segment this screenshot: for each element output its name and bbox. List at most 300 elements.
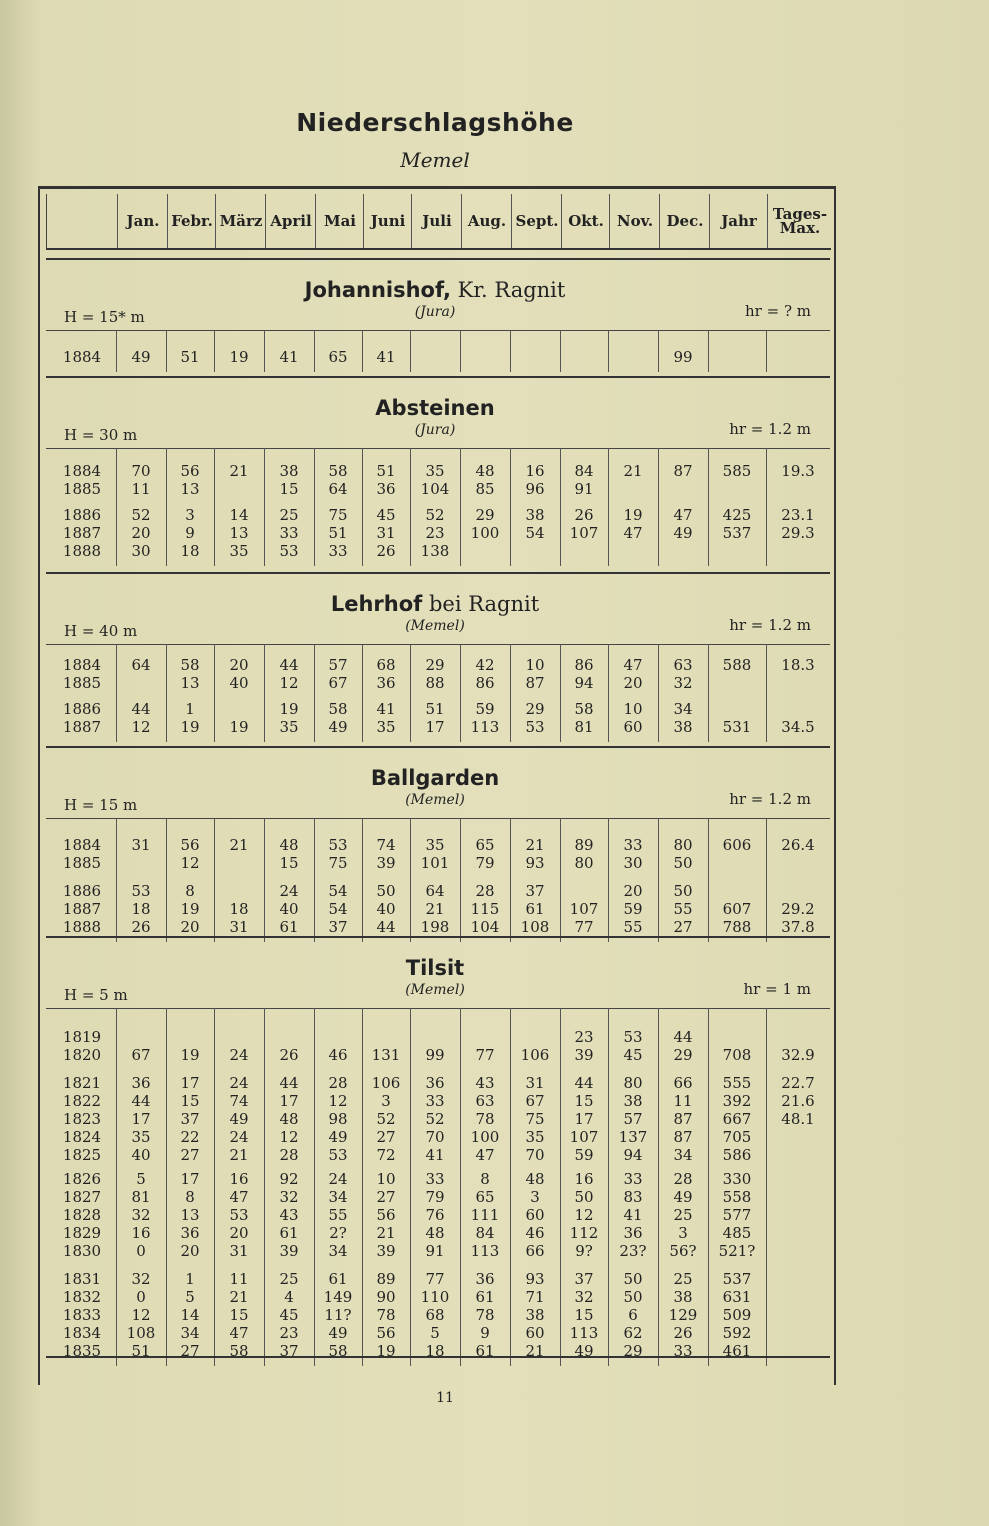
- column-header: Febr.: [167, 194, 216, 248]
- table-cell: 3: [381, 1092, 391, 1110]
- table-cell: 31: [229, 1242, 249, 1260]
- table-cell: 24: [229, 1046, 249, 1064]
- section-rule: [46, 448, 830, 449]
- table-cell: 30: [131, 542, 151, 560]
- column-separator: [708, 330, 709, 372]
- table-cell: 29: [425, 656, 445, 674]
- table-cell: 18: [425, 1342, 445, 1360]
- table-cell: 100: [470, 524, 500, 542]
- table-cell: 28: [328, 1074, 348, 1092]
- section-name-bold: Tilsit: [405, 956, 465, 980]
- table-cell: 59: [623, 900, 643, 918]
- table-cell: 137: [618, 1128, 648, 1146]
- table-cell: 33: [623, 1170, 643, 1188]
- table-cell: 17: [131, 1110, 151, 1128]
- row-year: 1829: [62, 1224, 102, 1242]
- row-year: 1886: [62, 700, 102, 718]
- table-cell: 106: [371, 1074, 401, 1092]
- table-cell: 56?: [669, 1242, 697, 1260]
- table-cell: 10: [525, 656, 545, 674]
- table-cell: 79: [425, 1188, 445, 1206]
- table-cell: 66: [673, 1074, 693, 1092]
- table-cell: 47: [475, 1146, 495, 1164]
- table-cell: 38: [525, 1306, 545, 1324]
- table-cell: 80: [574, 854, 594, 872]
- rain-gauge-height: hr = 1.2 m: [729, 790, 811, 808]
- table-cell: 43: [475, 1074, 495, 1092]
- table-cell: 8: [480, 1170, 490, 1188]
- table-cell: 67: [131, 1046, 151, 1064]
- table-cell: 65: [475, 1188, 495, 1206]
- table-cell: 15: [279, 854, 299, 872]
- table-cell: 92: [279, 1170, 299, 1188]
- row-year: 1884: [62, 462, 102, 480]
- table-cell: 77: [425, 1270, 445, 1288]
- row-year: 1886: [62, 882, 102, 900]
- table-cell: 50: [574, 1188, 594, 1206]
- row-year: 1823: [62, 1110, 102, 1128]
- table-cell: 9: [480, 1324, 490, 1342]
- table-cell: 13: [180, 1206, 200, 1224]
- table-cell: 59: [475, 700, 495, 718]
- table-cell: 21: [525, 836, 545, 854]
- table-cell: 61: [279, 1224, 299, 1242]
- table-cell: 49: [328, 718, 348, 736]
- table-cell: 667: [722, 1110, 752, 1128]
- table-cell: 38: [673, 1288, 693, 1306]
- table-cell: 58: [229, 1342, 249, 1360]
- table-cell: 330: [722, 1170, 752, 1188]
- section-name-bold: Ballgarden: [370, 766, 500, 790]
- table-cell: 113: [470, 1242, 500, 1260]
- table-cell: 592: [722, 1324, 752, 1342]
- table-cell: 44: [279, 656, 299, 674]
- table-cell: 36: [475, 1270, 495, 1288]
- table-cell: 45: [623, 1046, 643, 1064]
- table-cell: 56: [376, 1324, 396, 1342]
- table-cell: 33: [623, 836, 643, 854]
- table-cell: 37.8: [781, 918, 815, 936]
- table-cell: 47: [229, 1324, 249, 1342]
- table-cell: 509: [722, 1306, 752, 1324]
- table-cell: 49: [328, 1324, 348, 1342]
- table-cell: 65: [328, 348, 348, 366]
- table-cell: 23: [425, 524, 445, 542]
- table-cell: 42: [475, 656, 495, 674]
- table-cell: 15: [180, 1092, 200, 1110]
- table-cell: 10: [623, 700, 643, 718]
- table-cell: 59: [574, 1146, 594, 1164]
- table-cell: 36: [376, 480, 396, 498]
- row-year: 1887: [62, 524, 102, 542]
- table-cell: 113: [569, 1324, 599, 1342]
- section-name-rest: bei Ragnit: [422, 592, 540, 616]
- table-cell: 48: [425, 1224, 445, 1242]
- table-cell: 65: [475, 836, 495, 854]
- table-cell: 44: [131, 1092, 151, 1110]
- station-height: H = 40 m: [64, 622, 138, 640]
- table-cell: 25: [673, 1206, 693, 1224]
- table-cell: 29: [623, 1342, 643, 1360]
- table-cell: 78: [475, 1306, 495, 1324]
- table-cell: 108: [126, 1324, 156, 1342]
- table-cell: 54: [328, 882, 348, 900]
- table-cell: 64: [425, 882, 445, 900]
- table-cell: 12: [328, 1092, 348, 1110]
- table-cell: 75: [328, 854, 348, 872]
- table-cell: 35: [525, 1128, 545, 1146]
- table-cell: 558: [722, 1188, 752, 1206]
- column-separator: [410, 330, 411, 372]
- table-cell: 6: [628, 1306, 638, 1324]
- table-cell: 26: [131, 918, 151, 936]
- table-cell: 51: [425, 700, 445, 718]
- table-cell: 26.4: [781, 836, 815, 854]
- row-year: 1819: [62, 1028, 102, 1046]
- table-cell: 39: [376, 1242, 396, 1260]
- table-cell: 21: [229, 1146, 249, 1164]
- table-cell: 19: [376, 1342, 396, 1360]
- rain-gauge-height: hr = 1.2 m: [729, 420, 811, 438]
- table-cell: 28: [279, 1146, 299, 1164]
- table-cell: 38: [525, 506, 545, 524]
- table-cell: 21: [425, 900, 445, 918]
- section-name-bold: Johannishof,: [304, 278, 451, 302]
- column-header: März: [215, 194, 266, 248]
- table-cell: 22: [180, 1128, 200, 1146]
- table-cell: 83: [623, 1188, 643, 1206]
- table-cell: 27: [180, 1342, 200, 1360]
- table-cell: 17: [279, 1092, 299, 1110]
- table-cell: 3: [185, 506, 195, 524]
- table-cell: 631: [722, 1288, 752, 1306]
- table-cell: 100: [470, 1128, 500, 1146]
- row-year: 1825: [62, 1146, 102, 1164]
- table-cell: 55: [328, 1206, 348, 1224]
- table-cell: 66: [525, 1242, 545, 1260]
- table-cell: 20: [180, 1242, 200, 1260]
- table-cell: 70: [425, 1128, 445, 1146]
- row-year: 1887: [62, 718, 102, 736]
- table-cell: 0: [136, 1242, 146, 1260]
- table-cell: 129: [668, 1306, 698, 1324]
- table-cell: 54: [525, 524, 545, 542]
- table-cell: 88: [425, 674, 445, 692]
- table-cell: 60: [623, 718, 643, 736]
- table-cell: 78: [475, 1110, 495, 1128]
- table-cell: 53: [525, 718, 545, 736]
- section-subtitle: (Memel): [405, 982, 465, 998]
- table-cell: 16: [131, 1224, 151, 1242]
- table-cell: 20: [180, 918, 200, 936]
- table-cell: 31: [131, 836, 151, 854]
- table-cell: 25: [279, 506, 299, 524]
- table-cell: 20: [623, 674, 643, 692]
- table-cell: 23?: [619, 1242, 647, 1260]
- column-header: Jahr: [709, 194, 768, 248]
- table-cell: 35: [376, 718, 396, 736]
- section-name-bold: Lehrhof: [330, 592, 423, 616]
- column-separator: [560, 330, 561, 372]
- table-cell: 47: [623, 656, 643, 674]
- table-cell: 106: [520, 1046, 550, 1064]
- table-cell: 29: [525, 700, 545, 718]
- row-year: 1885: [62, 674, 102, 692]
- table-cell: 49: [229, 1110, 249, 1128]
- table-cell: 37: [525, 882, 545, 900]
- table-cell: 49: [328, 1128, 348, 1146]
- table-cell: 72: [376, 1146, 396, 1164]
- table-cell: 38: [279, 462, 299, 480]
- station-height: H = 15* m: [64, 308, 145, 326]
- table-cell: 149: [323, 1288, 353, 1306]
- table-cell: 62: [623, 1324, 643, 1342]
- table-cell: 32: [574, 1288, 594, 1306]
- section-subtitle: (Jura): [414, 422, 456, 438]
- table-cell: 94: [574, 674, 594, 692]
- row-year: 1888: [62, 542, 102, 560]
- table-cell: 8: [185, 882, 195, 900]
- section-divider: [46, 258, 830, 260]
- table-cell: 48: [525, 1170, 545, 1188]
- table-cell: 38: [623, 1092, 643, 1110]
- table-cell: 30: [623, 854, 643, 872]
- table-cell: 40: [229, 674, 249, 692]
- table-cell: 585: [722, 462, 752, 480]
- section-subtitle: (Memel): [405, 618, 465, 634]
- table-cell: 24: [229, 1074, 249, 1092]
- table-cell: 35: [279, 718, 299, 736]
- table-cell: 20: [229, 1224, 249, 1242]
- table-cell: 96: [525, 480, 545, 498]
- column-header: Dec.: [659, 194, 710, 248]
- table-cell: 25: [673, 1270, 693, 1288]
- table-cell: 47: [229, 1188, 249, 1206]
- table-cell: 48: [279, 1110, 299, 1128]
- table-cell: 11: [131, 480, 151, 498]
- table-cell: 36: [180, 1224, 200, 1242]
- table-cell: 53: [229, 1206, 249, 1224]
- page-subtitle: Memel: [400, 148, 470, 172]
- row-year: 1828: [62, 1206, 102, 1224]
- row-year: 1822: [62, 1092, 102, 1110]
- table-cell: 98: [328, 1110, 348, 1128]
- table-cell: 40: [131, 1146, 151, 1164]
- table-cell: 67: [525, 1092, 545, 1110]
- table-cell: 131: [371, 1046, 401, 1064]
- table-cell: 39: [376, 854, 396, 872]
- section-title: [0, 956, 870, 980]
- table-cell: 53: [131, 882, 151, 900]
- table-cell: 52: [131, 506, 151, 524]
- table-cell: 112: [569, 1224, 599, 1242]
- table-cell: 111: [470, 1206, 500, 1224]
- table-cell: 4: [284, 1288, 294, 1306]
- table-header: [46, 194, 831, 250]
- table-cell: 1: [185, 1270, 195, 1288]
- table-cell: 56: [180, 462, 200, 480]
- table-cell: 113: [470, 718, 500, 736]
- table-cell: 26: [673, 1324, 693, 1342]
- table-cell: 27: [376, 1128, 396, 1146]
- table-cell: 19: [180, 900, 200, 918]
- table-cell: 33: [673, 1342, 693, 1360]
- table-cell: 29.3: [781, 524, 815, 542]
- table-cell: 19: [279, 700, 299, 718]
- table-cell: 15: [574, 1092, 594, 1110]
- table-cell: 56: [180, 836, 200, 854]
- column-separator: [608, 330, 609, 372]
- table-cell: 21: [376, 1224, 396, 1242]
- row-year: 1884: [62, 656, 102, 674]
- table-cell: 86: [475, 674, 495, 692]
- table-cell: 75: [328, 506, 348, 524]
- table-cell: 49: [673, 524, 693, 542]
- table-cell: 21: [525, 1342, 545, 1360]
- table-cell: 13: [229, 524, 249, 542]
- table-cell: 33: [425, 1092, 445, 1110]
- table-cell: 11: [229, 1270, 249, 1288]
- table-cell: 115: [470, 900, 500, 918]
- rain-gauge-height: hr = 1.2 m: [729, 616, 811, 634]
- table-cell: 31: [229, 918, 249, 936]
- table-cell: 29: [673, 1046, 693, 1064]
- table-cell: 31: [376, 524, 396, 542]
- table-cell: 87: [673, 462, 693, 480]
- section-name-bold: Absteinen: [375, 396, 495, 420]
- column-header: Mai: [315, 194, 364, 248]
- table-cell: 99: [673, 348, 693, 366]
- table-cell: 35: [425, 836, 445, 854]
- table-cell: 61: [475, 1288, 495, 1306]
- table-cell: 58: [328, 700, 348, 718]
- table-cell: 13: [180, 674, 200, 692]
- table-cell: 41: [623, 1206, 643, 1224]
- table-cell: 18: [229, 900, 249, 918]
- column-header: Tages- Max.: [767, 194, 832, 248]
- table-cell: 86: [574, 656, 594, 674]
- section-subtitle: (Jura): [414, 304, 456, 320]
- table-cell: 104: [420, 480, 450, 498]
- table-cell: 34: [180, 1324, 200, 1342]
- table-cell: 84: [475, 1224, 495, 1242]
- table-cell: 35: [229, 542, 249, 560]
- table-cell: 110: [420, 1288, 450, 1306]
- table-cell: 93: [525, 854, 545, 872]
- table-cell: 21: [229, 836, 249, 854]
- table-cell: 81: [574, 718, 594, 736]
- section-divider: [46, 936, 830, 938]
- table-cell: 12: [574, 1206, 594, 1224]
- table-cell: 61: [525, 900, 545, 918]
- section-divider: [46, 572, 830, 574]
- table-cell: 49: [574, 1342, 594, 1360]
- table-cell: 37: [180, 1110, 200, 1128]
- table-cell: 138: [420, 542, 450, 560]
- table-cell: 23: [279, 1324, 299, 1342]
- table-cell: 57: [328, 656, 348, 674]
- row-year: 1835: [62, 1342, 102, 1360]
- column-header: April: [265, 194, 316, 248]
- table-cell: 15: [229, 1306, 249, 1324]
- row-year: 1885: [62, 480, 102, 498]
- table-cell: 35: [425, 462, 445, 480]
- table-cell: 94: [623, 1146, 643, 1164]
- row-year: 1824: [62, 1128, 102, 1146]
- row-year: 1831: [62, 1270, 102, 1288]
- table-cell: 45: [279, 1306, 299, 1324]
- table-cell: 41: [376, 700, 396, 718]
- column-header: Nov.: [609, 194, 660, 248]
- table-cell: 32: [131, 1270, 151, 1288]
- table-cell: 23.1: [781, 506, 815, 524]
- table-cell: 50: [376, 882, 396, 900]
- station-height: H = 30 m: [64, 426, 138, 444]
- section-rule: [46, 818, 830, 819]
- table-cell: 58: [574, 700, 594, 718]
- section-rule: [46, 1008, 830, 1009]
- table-cell: 33: [279, 524, 299, 542]
- table-cell: 75: [525, 1110, 545, 1128]
- table-cell: 91: [574, 480, 594, 498]
- column-separator: [460, 330, 461, 372]
- row-year: 1834: [62, 1324, 102, 1342]
- table-cell: 38: [673, 718, 693, 736]
- table-cell: 60: [525, 1324, 545, 1342]
- table-cell: 18: [131, 900, 151, 918]
- page-title: Niederschlagshöhe: [296, 108, 574, 137]
- table-cell: 32: [673, 674, 693, 692]
- table-cell: 50: [623, 1270, 643, 1288]
- table-cell: 5: [185, 1288, 195, 1306]
- column-header: Jan.: [117, 194, 168, 248]
- column-separator: [510, 330, 511, 372]
- table-cell: 43: [279, 1206, 299, 1224]
- table-cell: 44: [574, 1074, 594, 1092]
- table-cell: 14: [229, 506, 249, 524]
- table-cell: 74: [376, 836, 396, 854]
- table-cell: 32: [279, 1188, 299, 1206]
- table-cell: 32: [131, 1206, 151, 1224]
- table-cell: 23: [574, 1028, 594, 1046]
- table-cell: 8: [185, 1188, 195, 1206]
- table-cell: 63: [673, 656, 693, 674]
- table-cell: 19.3: [781, 462, 815, 480]
- table-cell: 28: [673, 1170, 693, 1188]
- table-cell: 788: [722, 918, 752, 936]
- table-cell: 50: [673, 854, 693, 872]
- table-cell: 47: [673, 506, 693, 524]
- station-height: H = 15 m: [64, 796, 138, 814]
- table-cell: 37: [574, 1270, 594, 1288]
- table-cell: 5: [136, 1170, 146, 1188]
- table-cell: 55: [623, 918, 643, 936]
- table-cell: 107: [569, 1128, 599, 1146]
- table-cell: 11?: [324, 1306, 352, 1324]
- table-cell: 60: [525, 1206, 545, 1224]
- table-cell: 11: [673, 1092, 693, 1110]
- table-cell: 16: [525, 462, 545, 480]
- table-cell: 40: [279, 900, 299, 918]
- table-cell: 54: [328, 900, 348, 918]
- table-cell: 50: [673, 882, 693, 900]
- table-bottom-rule: [46, 1356, 830, 1358]
- table-cell: 99: [425, 1046, 445, 1064]
- table-cell: 537: [722, 1270, 752, 1288]
- table-cell: 21: [229, 462, 249, 480]
- table-cell: 521?: [718, 1242, 756, 1260]
- table-cell: 34: [328, 1242, 348, 1260]
